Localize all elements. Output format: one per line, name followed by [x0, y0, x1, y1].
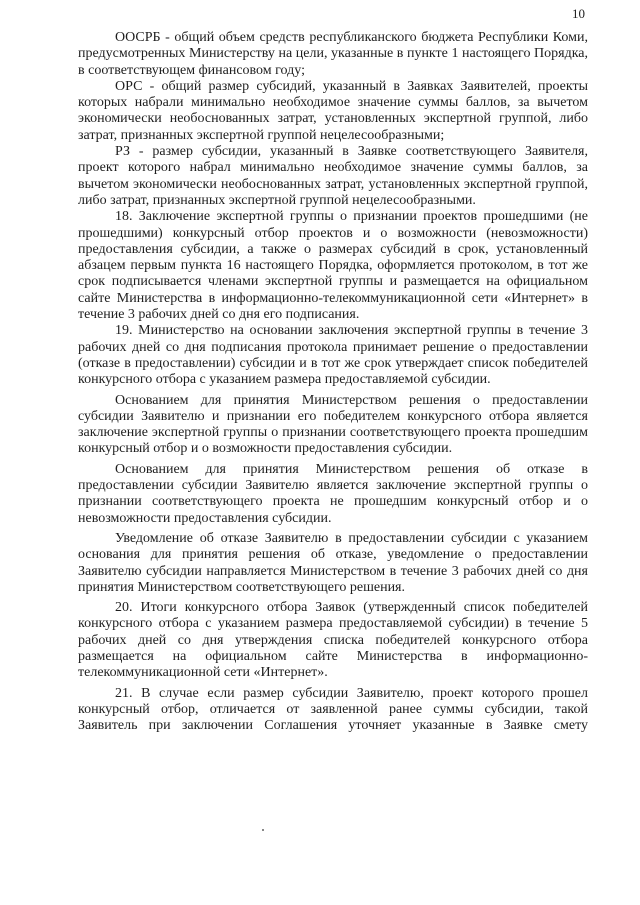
paragraph-item-18: 18. Заключение экспертной группы о признании проектов прошедшими (не прошедшими) конкурсный отбор проектов и о возможности (невозможности) предоставления субсидии, а также о размерах субсидий в срок, установленный абзацем первым пункта 16 настоящего Порядка, оформляется протоколом, в тот же срок подписывается членами экспертной группы и размещается на официальном сайте Министерства в информационно-телекоммуникационной сети «Интернет» в течение 3 рабочих дней со дня его подписания. — [78, 209, 588, 323]
paragraph-grounds-refusal: Основанием для принятия Министерством решения об отказе в предоставлении субсидии Заявителю является заключение экспертной группы о признании соответствующего проекта не прошедшим конкурсный отбор и о невозможности предоставления субсидии. — [78, 461, 588, 526]
paragraph-item-21: 21. В случае если размер субсидии Заявителю, проект которого прошел конкурсный отбор, отличается от заявленной ранее суммы субсидии, такой Заявитель при заключении Соглашения уточняет указанные в Заявке смету — [78, 685, 588, 734]
paragraph-rz-definition: РЗ - размер субсидии, указанный в Заявке соответствующего Заявителя, проект которого набрал минимально необходимое значение суммы баллов, за вычетом экономически необоснованных затрат, установленных экспертной группой, либо затрат, признанных экспертной группой нецелесообразными. — [78, 144, 588, 208]
document-body — [78, 30, 588, 734]
paragraph-grounds-grant: Основанием для принятия Министерством решения о предоставлении субсидии Заявителю и признании его победителем конкурсного отбора является заключение экспертной группы о признании соответствующего проекта прошедшим конкурсный отбор и о возможности предоставления субсидии. — [78, 392, 588, 457]
paragraph-item-19: 19. Министерство на основании заключения экспертной группы в течение 3 рабочих дней со дня подписания протокола принимает решение о предоставлении (отказе в предоставлении) субсидии и в тот же срок утверждает список победителей конкурсного отбора с указанием размера предоставляемой субсидии. — [78, 323, 588, 388]
page-number: 10 — [572, 6, 585, 21]
paragraph-ors-definition: ОРС - общий размер субсидий, указанный в Заявках Заявителей, проекты которых набрали минимально необходимое значение суммы баллов, за вычетом экономически необоснованных затрат, установленных экспертной группой, либо затрат, признанных экспертной группой нецелесообразными; — [78, 78, 588, 143]
scan-speck — [262, 829, 264, 831]
paragraph-item-20: 20. Итоги конкурсного отбора Заявок (утвержденный список победителей конкурсного отбора с указанием размера предоставляемой субсидии) в течение 5 рабочих дней со дня утверждения списка победителей конкурсного отбора размещается на официальном сайте Министерства в информационно-телекоммуникационной сети «Интернет». — [78, 600, 588, 681]
paragraph-notification: Уведомление об отказе Заявителю в предоставлении субсидии с указанием основания для принятия решения об отказе, уведомление о предоставлении Заявителю субсидии направляется Министерством в течение 3 рабочих дней со дня принятия Министерством соответствующего решения. — [78, 530, 588, 595]
paragraph-oosrb-definition: ООСРБ - общий объем средств республиканского бюджета Республики Коми, предусмотренных Министерству на цели, указанные в пункте 1 настоящего Порядка, в соответствующем финансовом году; — [78, 30, 588, 78]
